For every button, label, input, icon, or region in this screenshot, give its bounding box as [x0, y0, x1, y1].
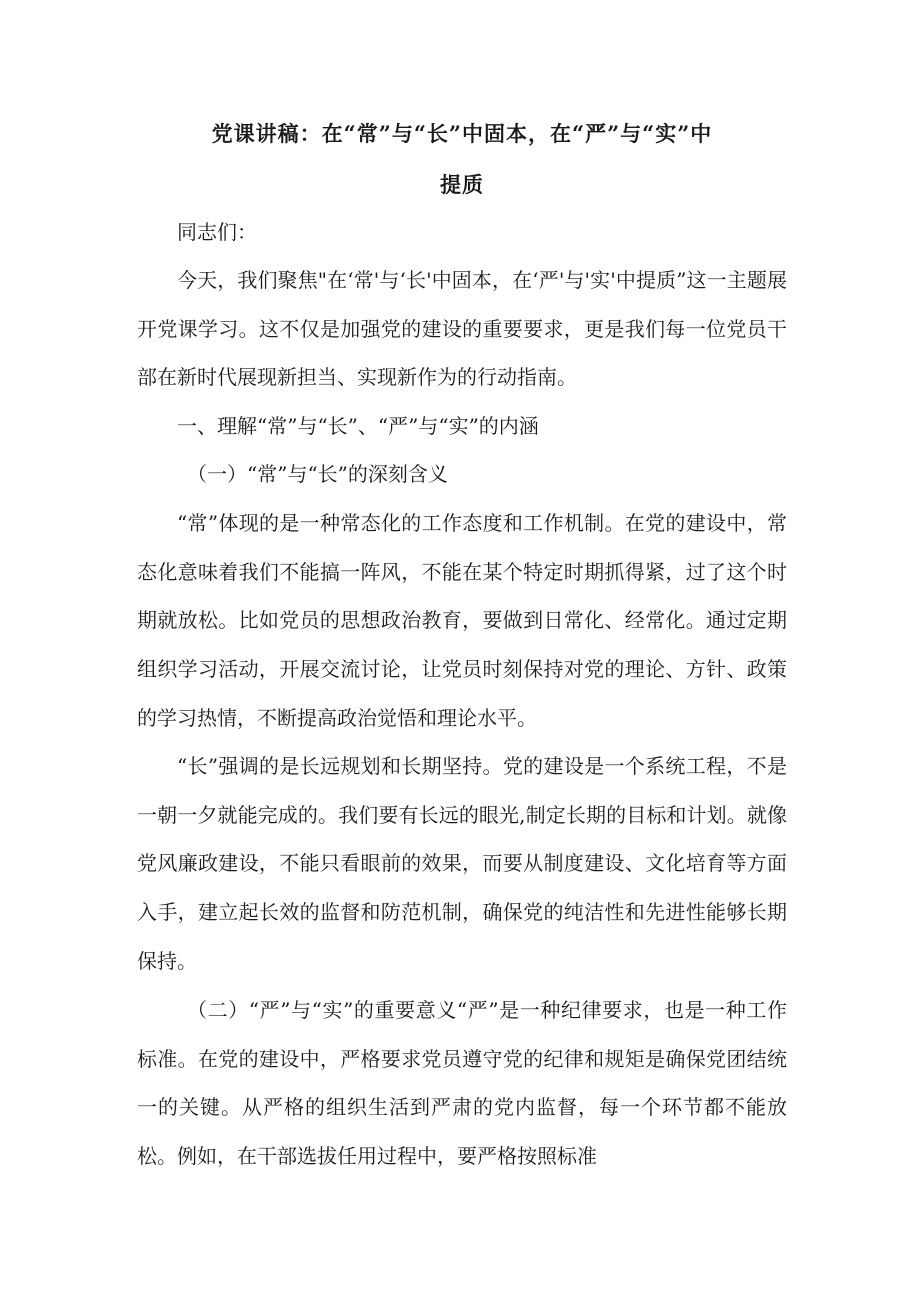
paragraph-yan: （二）“严”与“实”的重要意义“严”是一种纪律要求，也是一种工作标准。在党的建设中，严格要求党员遵守党的纪律和规矩是确保党团结统一的关键。从严格的组织生活到严肃的党内监督，每一个环节都不能放松。例如，在干部选拔任用过程中，要严格按照标准	[137, 998, 787, 1169]
document-title-line-2: 提质	[440, 172, 484, 197]
paragraph-chang: “常”体现的是一种常态化的工作态度和工作机制。在党的建设中，常态化意味着我们不能搞一阵风，不能在某个特定时期抓得紧，过了这个时期就放松。比如党员的思想政治教育，要做到日常化、经常化。通过定期组织学习活动，开展交流讨论，让党员时刻保持对党的理论、方针、政策的学习热情，不断提高政治觉悟和理论水平。	[137, 511, 787, 730]
document-title-line-1: 党课讲稿：在“常”与“长”中固本，在“严”与“实”中	[211, 121, 713, 146]
intro-paragraph: 今天，我们聚焦"在‘常'与‘长'中固本，在‘严'与'实'中提质”这一主题展开党课学习。这不仅是加强党的建设的重要要求，更是我们每一位党员干部在新时代展现新担当、实现新作为的行动指南。	[137, 268, 787, 390]
section-1-heading: 一、理解“常”与“长”、“严”与“实”的内涵	[177, 414, 539, 438]
greeting: 同志们：	[177, 220, 257, 244]
subsection-1-heading: （一）“常”与“长”的深刻含义	[187, 462, 448, 486]
paragraph-zhang: “长”强调的是长远规划和长期坚持。党的建设是一个系统工程，不是一朝一夕就能完成的。我们要有长远的眼光,制定长期的目标和计划。就像党风廉政建设，不能只看眼前的效果，而要从制度建设、文化培育等方面入手，建立起长效的监督和防范机制，确保党的纯洁性和先进性能够长期保持。	[137, 754, 787, 973]
